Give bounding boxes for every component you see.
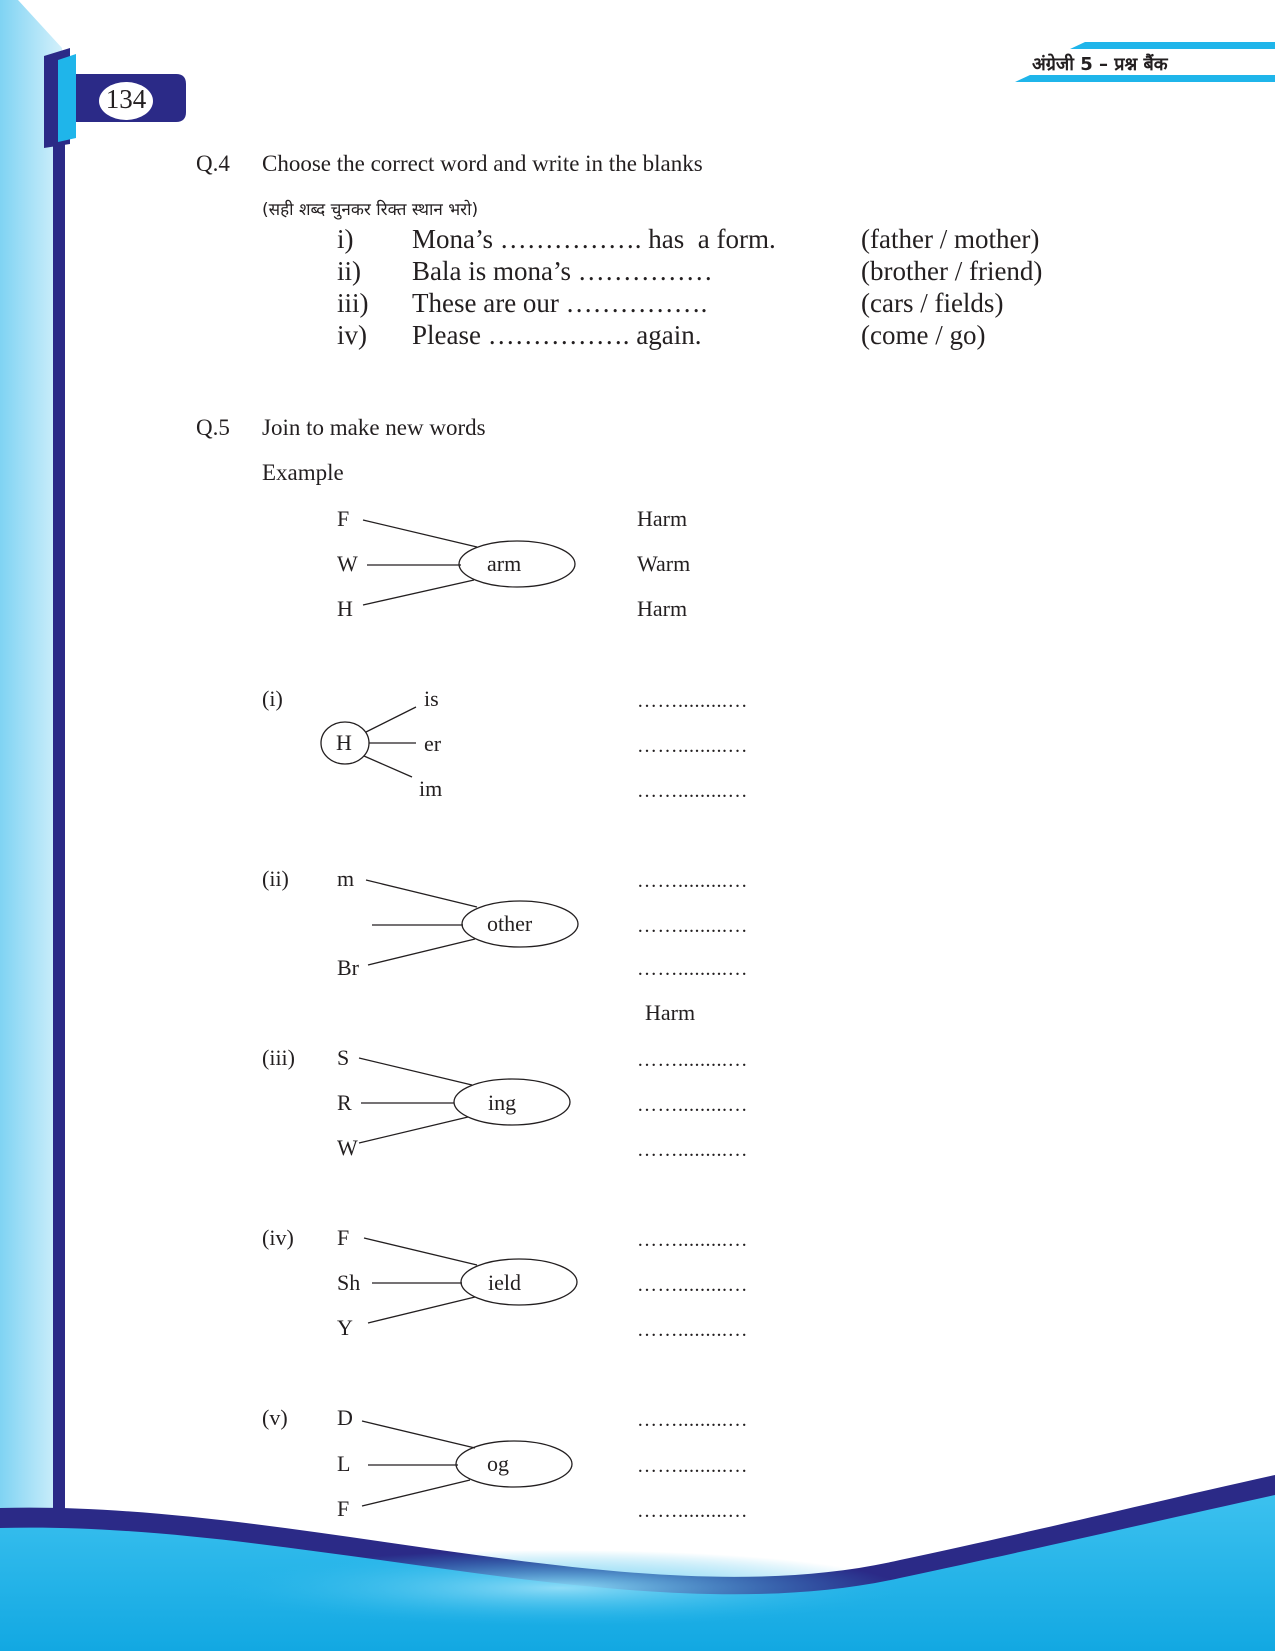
- item-label: (ii): [262, 866, 289, 891]
- item-center-letter: H: [336, 730, 352, 755]
- item-v-line-3: [362, 1480, 470, 1506]
- q4-instruction-hindi: (सही शब्द चुनकर रिक्त स्थान भरो): [262, 200, 479, 220]
- bottom-glow: [220, 1550, 900, 1626]
- answer-blank[interactable]: …….........…: [637, 915, 748, 937]
- q5-number: Q.5: [196, 415, 230, 440]
- answer-blank[interactable]: …….........…: [637, 690, 748, 712]
- answer-blank[interactable]: …….........…: [637, 780, 748, 802]
- answer-blank[interactable]: …….........…: [637, 1409, 748, 1431]
- item-ending: im: [419, 776, 443, 801]
- example-line-3: [363, 580, 474, 605]
- item-v-line-1: [362, 1421, 475, 1448]
- answer-blank[interactable]: …….........…: [637, 958, 748, 980]
- q4-instruction: Choose the correct word and write in the blanks: [262, 151, 703, 176]
- q4-number: Q.4: [196, 151, 230, 176]
- answer-blank[interactable]: …….........…: [637, 1500, 748, 1522]
- item-ii-line-1: [366, 880, 477, 907]
- item-ii-line-3: [368, 939, 475, 965]
- item-letter: m: [337, 866, 355, 891]
- example-stem: arm: [487, 551, 522, 576]
- book-title: अंग्रेजी 5 – प्रश्न बैंक: [1032, 54, 1168, 75]
- q4-item-text: Please ……………. again.: [412, 320, 702, 350]
- example-letter: H: [337, 596, 353, 621]
- answer-blank[interactable]: …….........…: [637, 1319, 748, 1341]
- item-i-line-1: [366, 707, 416, 732]
- item-letter: L: [337, 1451, 351, 1476]
- item-letter: D: [337, 1405, 353, 1430]
- q4-item-options: (father / mother): [861, 224, 1040, 254]
- side-band: [0, 0, 62, 1651]
- item-letter: R: [337, 1090, 352, 1115]
- q4-item-options: (come / go): [861, 320, 986, 350]
- q5-instruction: Join to make new words: [262, 415, 486, 440]
- answer-blank[interactable]: …….........…: [637, 1049, 748, 1071]
- item-stem: other: [487, 911, 533, 936]
- item-ending: is: [424, 686, 439, 711]
- q4-item-text: These are our …………….: [412, 288, 708, 318]
- item-letter: F: [337, 1496, 350, 1521]
- header-stripe-bottom: [1015, 75, 1275, 82]
- item-letter: W: [337, 1135, 358, 1160]
- item-label: (v): [262, 1405, 288, 1430]
- q4-item-num: i): [337, 224, 354, 254]
- header-stripe-top: [1070, 42, 1275, 49]
- item-label: (i): [262, 686, 283, 711]
- example-letter: W: [337, 551, 358, 576]
- item-stem: ing: [488, 1090, 517, 1115]
- item-i-line-3: [364, 756, 412, 777]
- q4-item-num: ii): [337, 256, 361, 286]
- page-number: 134: [105, 84, 147, 114]
- item-label: (iii): [262, 1045, 295, 1070]
- item-iii-line-3: [359, 1117, 468, 1143]
- item-iv-line-1: [364, 1238, 477, 1265]
- answer-blank[interactable]: …….........…: [637, 1229, 748, 1251]
- example-answer: Harm: [637, 506, 688, 531]
- answer-blank[interactable]: …….........…: [637, 870, 748, 892]
- stray-answer-text: Harm: [645, 1000, 696, 1025]
- page-tab-cyan: [58, 54, 76, 142]
- example-line-1: [363, 520, 477, 547]
- q4-item-text: Mona’s ……………. has a form.: [412, 224, 776, 254]
- q4-item-num: iii): [337, 288, 369, 318]
- example-letter: F: [337, 506, 350, 531]
- q4-item-text: Bala is mona’s ……………: [412, 256, 713, 286]
- q4-item-num: iv): [337, 320, 367, 350]
- q4-item-options: (cars / fields): [861, 288, 1004, 318]
- item-letter: Y: [337, 1315, 353, 1340]
- item-letter: S: [337, 1045, 350, 1070]
- answer-blank[interactable]: …….........…: [637, 1455, 748, 1477]
- item-label: (iv): [262, 1225, 294, 1250]
- item-ending: er: [424, 731, 442, 756]
- answer-blank[interactable]: …….........…: [637, 1139, 748, 1161]
- item-stem: og: [487, 1451, 509, 1476]
- answer-blank[interactable]: …….........…: [637, 1274, 748, 1296]
- side-navy-bar: [53, 125, 65, 1525]
- item-letter: Sh: [337, 1270, 361, 1295]
- example-answer: Warm: [637, 551, 691, 576]
- answer-blank[interactable]: …….........…: [637, 735, 748, 757]
- item-iv-line-3: [368, 1297, 475, 1323]
- example-answer: Harm: [637, 596, 688, 621]
- item-iii-line-1: [359, 1058, 472, 1085]
- answer-blank[interactable]: …….........…: [637, 1094, 748, 1116]
- item-letter: F: [337, 1225, 350, 1250]
- item-letter: Br: [337, 955, 359, 980]
- q4-item-options: (brother / friend): [861, 256, 1043, 286]
- item-stem: ield: [488, 1270, 521, 1295]
- item-v-stem-ellipse: [456, 1441, 572, 1487]
- q5-example-label: Example: [262, 460, 344, 485]
